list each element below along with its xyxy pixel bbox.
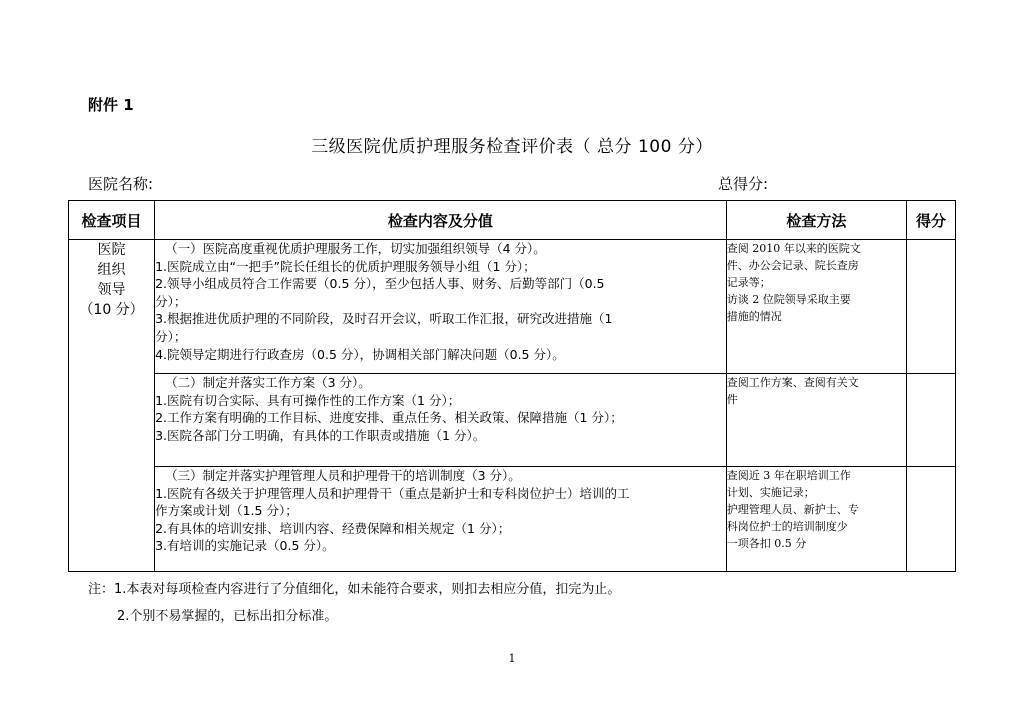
table-header-row — [69, 201, 956, 240]
method-line: 查阅工作方案、查阅有关文 — [726, 376, 859, 389]
header-method: 检查方法 — [726, 201, 906, 240]
content-line: 4.院领导定期进行行政查房（0.5 分），协调相关部门解决问题（0.5 分）。 — [155, 346, 565, 362]
score-cell[interactable] — [906, 240, 955, 374]
method-line: 护理管理人员、新护士、专 — [726, 503, 859, 516]
hospital-name-label: 医院名称: — [88, 175, 154, 193]
method-line: 查阅近 3 年在职培训工作 — [726, 469, 851, 482]
content-line: 分）； — [155, 293, 187, 309]
section-heading: （三）制定并落实护理管理人员和护理骨干的培训制度（3 分）。 — [165, 468, 521, 483]
content-cell — [155, 467, 727, 572]
method-line: 措施的情况 — [726, 310, 782, 323]
content-line: 1.医院有各级关于护理管理人员和护理骨干（重点是新护士和专科岗位护士）培训的工 — [155, 485, 630, 501]
content-cell — [155, 240, 727, 374]
content-line: 3.根据推进优质护理的不同阶段，及时召开会议，听取工作汇报，研究改进措施（1 — [155, 311, 613, 327]
category-line: 医院 — [97, 242, 126, 258]
method-line: 计划、实施记录； — [726, 486, 815, 499]
content-line: 2.工作方案有明确的工作目标、进度安排、重点任务、相关政策、保障措施（1 分）； — [155, 410, 623, 426]
content-line: 2.有具体的培训安排、培训内容、经费保障和相关规定（1 分）； — [155, 520, 511, 536]
category-line: 领导 — [97, 282, 126, 298]
document-title: 三级医院优质护理服务检查评价表（ 总分 100 分） — [311, 137, 713, 157]
content-line: 1.医院有切合实际、具有可操作性的工作方案（1 分）； — [155, 392, 461, 408]
category-line: 组织 — [97, 262, 126, 278]
attachment-label: 附件 1 — [88, 96, 134, 114]
content-line: 分）； — [155, 328, 187, 344]
category-score: （10 分） — [79, 302, 144, 318]
method-line: 科岗位护士的培训制度少 — [726, 520, 848, 533]
method-cell — [726, 374, 906, 467]
table-row — [69, 240, 956, 374]
section-heading: （一）医院高度重视优质护理服务工作，切实加强组织领导（4 分）。 — [165, 241, 546, 256]
header-item: 检查项目 — [69, 201, 155, 240]
content-cell — [155, 374, 727, 467]
header-content: 检查内容及分值 — [155, 201, 727, 240]
score-cell[interactable] — [906, 374, 955, 467]
total-score-label: 总得分: — [718, 175, 769, 193]
content-line: 作方案或计划（1.5 分）； — [155, 503, 298, 519]
header-score: 得分 — [906, 201, 955, 240]
page-number: 1 — [508, 652, 516, 665]
table-row — [69, 374, 956, 467]
method-cell — [726, 467, 906, 572]
method-line: 一项各扣 0.5 分 — [726, 537, 807, 550]
method-line: 访谈 2 位院领导采取主要 — [726, 293, 851, 306]
content-line: 2.领导小组成员符合工作需要（0.5 分），至少包括人事、财务、后勤等部门（0.5 — [155, 276, 605, 292]
note-2: 2.个别不易掌握的，已标出扣分标准。 — [117, 609, 338, 624]
note-1: 注：1.本表对每项检查内容进行了分值细化，如未能符合要求，则扣去相应分值，扣完为止。 — [88, 582, 621, 597]
method-line: 查阅 2010 年以来的医院文 — [726, 242, 861, 255]
method-line: 件 — [726, 393, 738, 406]
method-cell — [726, 240, 906, 374]
table-row — [69, 467, 956, 572]
section-heading: （二）制定并落实工作方案（3 分）。 — [165, 375, 371, 390]
score-cell[interactable] — [906, 467, 955, 572]
content-line: 3.有培训的实施记录（0.5 分）。 — [155, 538, 335, 554]
content-line: 3.医院各部门分工明确，有具体的工作职责或措施（1 分）。 — [155, 427, 486, 443]
content-line: 1.医院成立由“一把手”院长任组长的优质护理服务领导小组（1 分）； — [155, 258, 536, 274]
method-line: 记录等； — [726, 276, 771, 289]
category-cell — [69, 240, 155, 572]
method-line: 件、办公会记录、院长查房 — [726, 259, 859, 272]
evaluation-table — [68, 200, 956, 572]
